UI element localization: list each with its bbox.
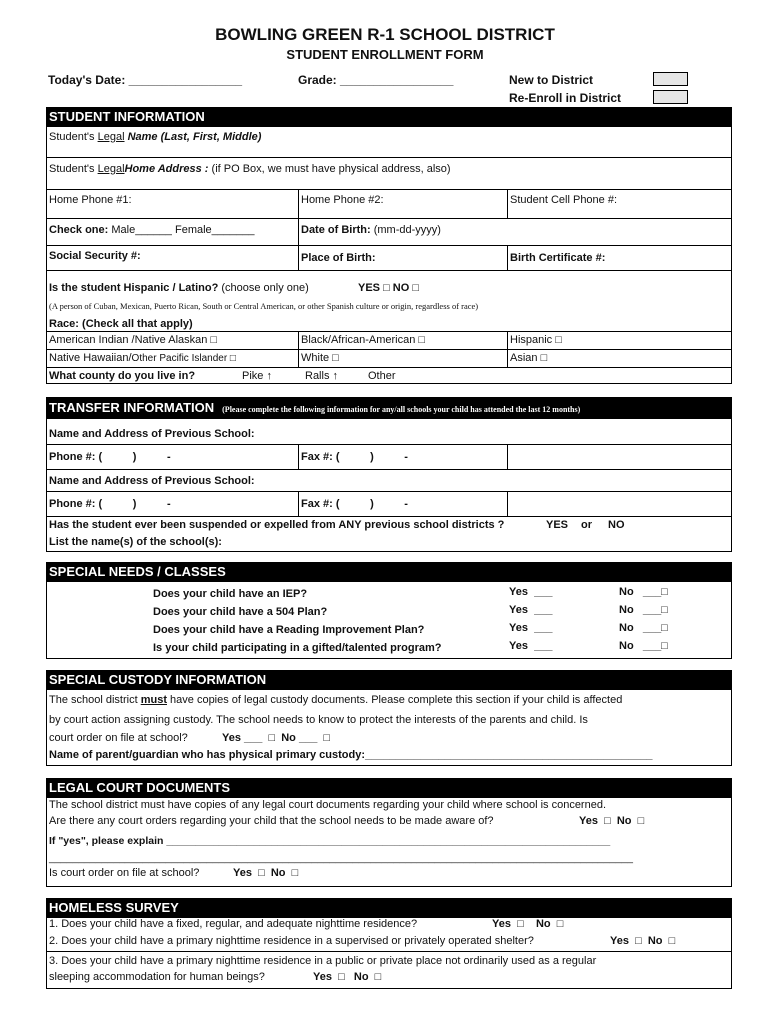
hispanic-definition: (A person of Cuban, Mexican, Puerto Rican, South or Central American, or other Spanish culture or origin, regardless of race) [49,301,479,311]
cell-phone-field[interactable]: Student Cell Phone #: [510,194,618,206]
place-of-birth-field[interactable]: Place of Birth: [301,252,376,264]
county-ralls[interactable]: Ralls ↑ [305,370,339,382]
race-american-indian[interactable]: American Indian /Native Alaskan □ [49,334,218,346]
court-order-on-file-question: Is court order on file at school? [49,867,200,879]
court-explain-line[interactable]: ____________________________________________________________________________________________________ [49,852,633,864]
suspended-or: or [581,519,592,531]
prev-school-2-field[interactable]: Name and Address of Previous School: [49,475,255,487]
county-pike[interactable]: Pike ↑ [242,370,272,382]
reading-no[interactable]: No ___□ [619,622,668,634]
reading-question: Does your child have a Reading Improvement Plan? [153,624,425,636]
homeless-q1-yn[interactable]: Yes □ No □ [492,918,564,930]
re-enroll-checkbox[interactable] [653,90,688,104]
race-label: Race: (Check all that apply) [49,318,193,330]
grade-field[interactable]: Grade: _________________ [298,73,454,87]
homeless-heading: HOMELESS SURVEY [46,898,732,917]
suspended-yes[interactable]: YES [546,519,569,531]
homeless-q1: 1. Does your child have a fixed, regular, and adequate nighttime residence? [49,918,418,930]
court-heading: LEGAL COURT DOCUMENTS [46,778,732,797]
court-orders-yn[interactable]: Yes □ No □ [579,815,645,827]
special-needs-heading: SPECIAL NEEDS / CLASSES [46,562,732,581]
custody-court-order-question: court order on file at school? [49,732,188,744]
hispanic-question: Is the student Hispanic / Latino? (choose only one) [49,282,309,294]
new-to-district-label: New to District [509,73,594,87]
homeless-q3-cont: sleeping accommodation for human beings? [49,971,265,983]
race-white[interactable]: White □ [301,352,339,364]
court-paragraph-1: The school district must have copies of any legal court documents regarding your child where school is concerned. [49,799,607,811]
ssn-field[interactable]: Social Security #: [49,250,141,262]
todays-date-field[interactable]: Today's Date: _________________ [48,73,243,87]
primary-custody-field[interactable]: Name of parent/guardian who has physical primary custody:_______________________________________________ [49,749,653,761]
home-phone-2-field[interactable]: Home Phone #2: [301,194,384,206]
custody-heading: SPECIAL CUSTODY INFORMATION [46,670,732,689]
birth-cert-field[interactable]: Birth Certificate #: [510,252,606,264]
504-no[interactable]: No ___□ [619,604,668,616]
new-to-district-checkbox[interactable] [653,72,688,86]
race-hispanic[interactable]: Hispanic □ [510,334,562,346]
gifted-no[interactable]: No ___□ [619,640,668,652]
reading-yes[interactable]: Yes ___ [509,622,553,634]
homeless-q2: 2. Does your child have a primary nighttime residence in a supervised or privately operated shelter? [49,935,534,947]
court-order-on-file-yn[interactable]: Yes □ No □ [233,867,299,879]
prev-school-1-field[interactable]: Name and Address of Previous School: [49,428,255,440]
iep-question: Does your child have an IEP? [153,588,308,600]
county-other[interactable]: Other [368,370,396,382]
form-title: BOWLING GREEN R-1 SCHOOL DISTRICT [215,25,555,44]
homeless-q3: 3. Does your child have a primary nighttime residence in a public or private place not ordinarily used as a regular [49,955,597,967]
custody-paragraph-1: The school district must have copies of legal custody documents. Please complete this section if your child is affected [49,694,623,706]
hispanic-yes[interactable]: YES □ NO □ [358,282,420,294]
homeless-q3-yn[interactable]: Yes □ No □ [313,971,382,983]
504-yes[interactable]: Yes ___ [509,604,553,616]
homeless-q2-yn[interactable]: Yes □ No □ [610,935,676,947]
suspended-question: Has the student ever been suspended or expelled from ANY previous school districts ? [49,519,505,531]
504-question: Does your child have a 504 Plan? [153,606,328,618]
student-address-field[interactable]: Student's LegalHome Address : (if PO Box, we must have physical address, also) [49,163,451,175]
form-subtitle: STUDENT ENROLLMENT FORM [286,47,484,62]
suspended-no[interactable]: NO [608,519,625,531]
home-phone-1-field[interactable]: Home Phone #1: [49,194,132,206]
prev-school-1-fax[interactable]: Fax #: ( ) - [301,451,408,463]
court-paragraph-2: Are there any court orders regarding your child that the school needs to be made aware of? [49,815,494,827]
transfer-heading: TRANSFER INFORMATION (Please complete the following information for any/all schools your child has attended the last 12 months) [46,397,732,418]
custody-paragraph-2: by court action assigning custody. The school needs to know to protect the interests of the parents and child. Is [49,714,588,726]
student-info-heading: STUDENT INFORMATION [46,107,732,126]
re-enroll-label: Re-Enroll in District [509,91,622,105]
county-question: What county do you live in? [49,370,196,382]
court-explain-field[interactable]: If "yes", please explain ____________________________________________________________________________ [49,835,611,847]
gifted-yes[interactable]: Yes ___ [509,640,553,652]
race-asian[interactable]: Asian □ [510,352,548,364]
list-schools-field[interactable]: List the name(s) of the school(s): [49,536,222,548]
race-black[interactable]: Black/African-American □ [301,334,426,346]
student-name-field[interactable]: Student's Legal Name (Last, First, Middle) [49,131,262,143]
prev-school-2-phone[interactable]: Phone #: ( ) - [49,498,171,510]
gender-field[interactable]: Check one: Male______ Female_______ [49,224,255,236]
iep-yes[interactable]: Yes ___ [509,586,553,598]
iep-no[interactable]: No ___□ [619,586,668,598]
prev-school-1-phone[interactable]: Phone #: ( ) - [49,451,171,463]
dob-field[interactable]: Date of Birth: (mm-dd-yyyy) [301,224,441,236]
gifted-question: Is your child participating in a gifted/talented program? [153,642,442,654]
custody-court-order-yn[interactable]: Yes ___ □ No ___ □ [222,732,331,744]
prev-school-2-fax[interactable]: Fax #: ( ) - [301,498,408,510]
race-native-hawaiian[interactable]: Native Hawaiian/Other Pacific Islander □ [49,352,236,364]
